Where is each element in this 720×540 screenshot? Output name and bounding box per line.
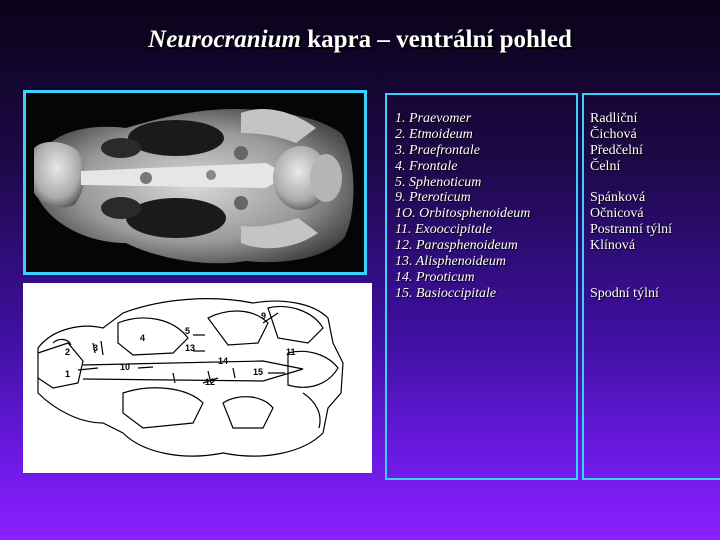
drawing-label-10: 10 — [120, 362, 131, 372]
czech-name-item: Čelní — [590, 158, 621, 174]
czech-name-item: Radliční — [590, 111, 638, 126]
drawing-labels — [23, 283, 372, 473]
latin-name-item: 13. Alisphenoideum — [395, 254, 506, 270]
latin-name-item: 3. Praefrontale — [395, 142, 481, 158]
latin-name-item: 9. Pteroticum — [395, 190, 471, 206]
slide-title — [0, 26, 720, 54]
latin-name-item: 5. Sphenoticum — [395, 174, 482, 190]
latin-name-item: 2. Etmoideum — [395, 126, 473, 142]
drawing-label-4: 4 — [140, 333, 146, 343]
czech-name-item: Postranní týlní — [590, 222, 673, 238]
title-rest: kapra – ventrální pohled — [300, 26, 572, 53]
latin-name-item: 1O. Orbitosphenoideum — [395, 206, 531, 222]
drawing-label-11: 11 — [286, 347, 296, 357]
latin-name-item: 1. Praevomer — [395, 111, 472, 126]
drawing-label-1: 1 — [65, 369, 71, 379]
czech-name-item: Předčelní — [590, 142, 643, 158]
czech-name-item: Spánková — [590, 190, 646, 206]
latin-name-item: 12. Parasphenoideum — [395, 238, 518, 254]
latin-name-item: 11. Exooccipitale — [395, 222, 492, 238]
drawing-label-9: 9 — [261, 311, 267, 321]
skull-drawing — [23, 283, 372, 473]
drawing-label-12: 12 — [205, 377, 216, 387]
czech-names-panel — [582, 93, 720, 480]
czech-name-item: Spodní týlní — [590, 285, 659, 301]
skull-photo — [23, 90, 367, 275]
title-italic: Neurocranium — [148, 26, 301, 53]
czech-name-item — [590, 270, 720, 286]
czech-name-item: Čichová — [590, 126, 637, 142]
latin-name-item: 15. Basioccipitale — [395, 285, 497, 301]
drawing-label-15: 15 — [253, 367, 264, 377]
latin-names-panel — [385, 93, 578, 480]
skull-photo-image — [26, 93, 364, 272]
drawing-label-3: 3 — [93, 343, 99, 353]
drawing-label-13: 13 — [185, 343, 196, 353]
drawing-label-2: 2 — [65, 347, 71, 357]
latin-name-item: 14. Prooticum — [395, 269, 475, 285]
czech-name-item — [590, 175, 720, 191]
czech-name-item: Klínová — [590, 238, 636, 254]
latin-name-item: 4. Frontale — [395, 158, 458, 174]
czech-name-item: Očnicová — [590, 206, 644, 222]
drawing-label-5: 5 — [185, 326, 191, 336]
drawing-label-14: 14 — [218, 356, 229, 366]
czech-name-item — [590, 254, 720, 270]
